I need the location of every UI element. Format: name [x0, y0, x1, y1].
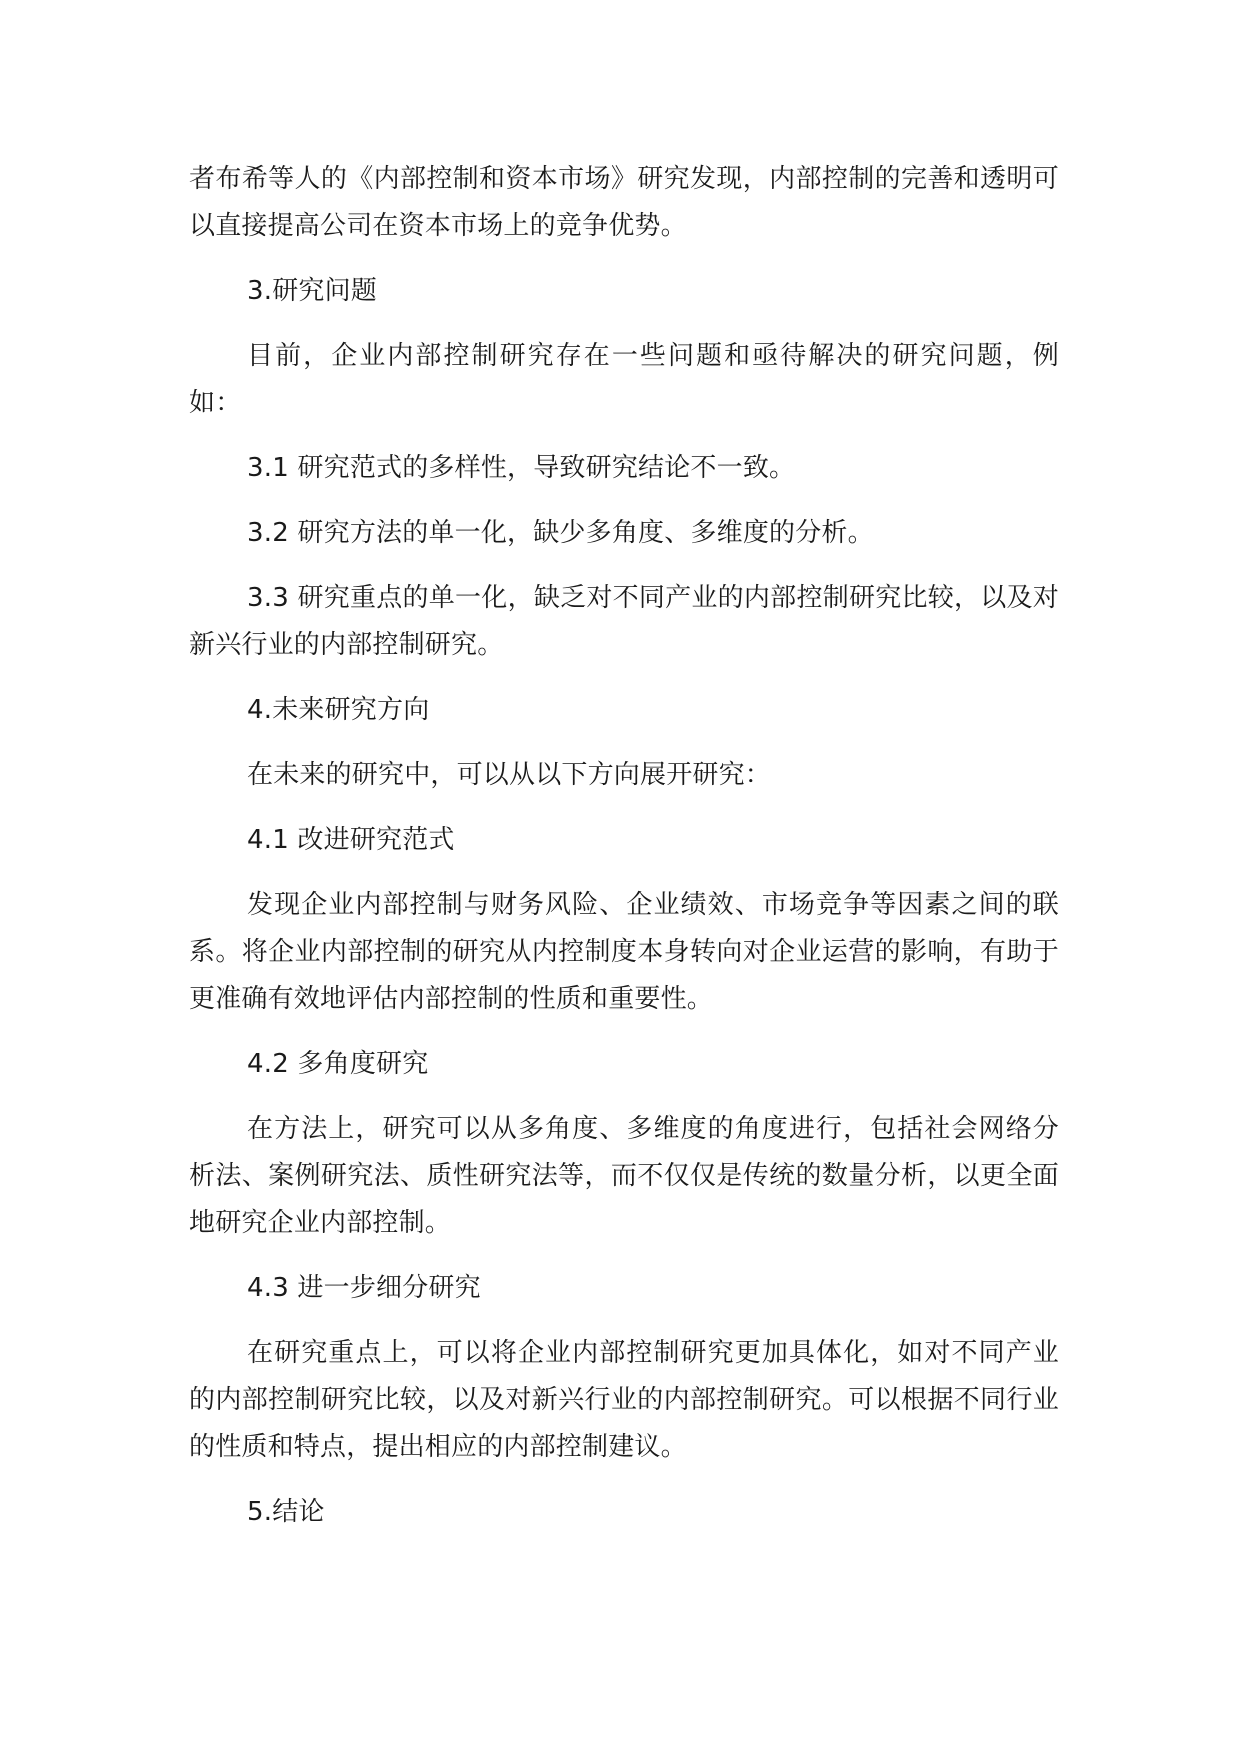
subsection-heading-4-3: 4.3 进一步细分研究: [247, 1273, 481, 1303]
list-item-3-2: 3.2 研究方法的单一化，缺少多角度、多维度的分析。: [247, 518, 874, 548]
subsection-heading-4-2: 4.2 多角度研究: [247, 1049, 429, 1079]
section-heading-4: 4.未来研究方向: [247, 695, 430, 725]
document-body: [189, 156, 1059, 1554]
paragraph-4-1: 发现企业内部控制与财务风险、企业绩效、市场竞争等因素之间的联系。将企业内部控制的研究从内控制度本身转向对企业运营的影响，有助于更准确有效地评估内部控制的性质和重要性。: [189, 890, 1059, 1014]
paragraph-4-2: 在方法上，研究可以从多角度、多维度的角度进行，包括社会网络分析法、案例研究法、质性研究法等，而不仅仅是传统的数量分析，以更全面地研究企业内部控制。: [189, 1114, 1059, 1238]
section-heading-5: 5.结论: [247, 1497, 325, 1527]
paragraph-continuation: 者布希等人的《内部控制和资本市场》研究发现，内部控制的完善和透明可以直接提高公司在资本市场上的竞争优势。: [189, 164, 1059, 241]
paragraph-future-intro: 在未来的研究中，可以从以下方向展开研究：: [247, 760, 772, 790]
section-heading-3: 3.研究问题: [247, 276, 378, 306]
list-item-3-3: 3.3 研究重点的单一化，缺乏对不同产业的内部控制研究比较，以及对新兴行业的内部控制研究。: [189, 583, 1059, 660]
paragraph-4-3: 在研究重点上，可以将企业内部控制研究更加具体化，如对不同产业的内部控制研究比较，以及对新兴行业的内部控制研究。可以根据不同行业的性质和特点，提出相应的内部控制建议。: [189, 1338, 1059, 1462]
paragraph-research-issues-intro: 目前，企业内部控制研究存在一些问题和亟待解决的研究问题，例如：: [189, 341, 1059, 418]
subsection-heading-4-1: 4.1 改进研究范式: [247, 825, 455, 855]
list-item-3-1: 3.1 研究范式的多样性，导致研究结论不一致。: [247, 453, 796, 483]
